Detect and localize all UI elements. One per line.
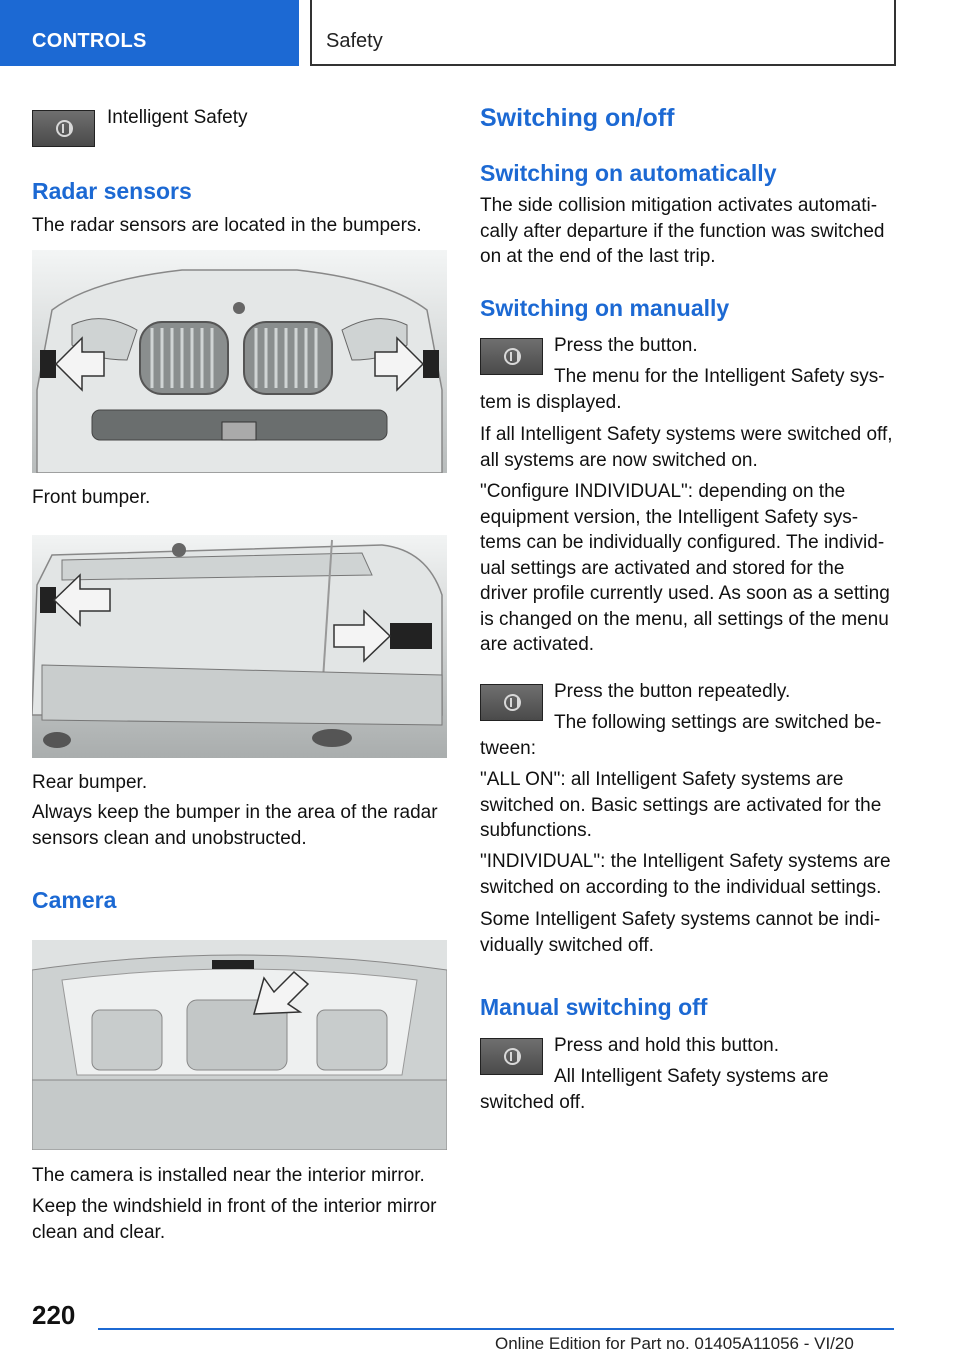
press-hold-text: Press and hold this button.: [554, 1035, 779, 1056]
camera-image: [32, 940, 447, 1150]
page-number: 220: [32, 1300, 76, 1330]
chapter-title: Safety: [326, 30, 383, 52]
camera-text-2: Keep the windshield in front of the interior mirror clean and clear.: [32, 1196, 437, 1243]
header-divider: [310, 0, 312, 66]
rear-bumper-image: [32, 535, 447, 758]
icon-caption: Intelligent Safety: [107, 107, 248, 128]
section-title: CONTROLS: [32, 30, 147, 52]
header-divider-right: [894, 0, 896, 66]
camera-text-1: The camera is installed near the interior mirror.: [32, 1165, 425, 1186]
intelligent-safety-button-icon: [32, 110, 95, 147]
header-underline: [310, 64, 896, 66]
auto-text: The side collision mitigation activates automati-cally after departure if the function was switched on at the end of the last trip.: [480, 195, 885, 267]
all-switched-off-text: All Intelligent Safety systems are switched off.: [480, 1066, 829, 1113]
radar-sensors-heading: Radar sensors: [32, 178, 192, 204]
radar-sensors-text: The radar sensors are located in the bumpers.: [32, 215, 422, 236]
front-bumper-image: [32, 250, 447, 473]
edition-text: Online Edition for Part no. 01405A11056 - VI/20: [495, 1334, 854, 1353]
press-button-text: Press the button.: [554, 335, 698, 356]
switching-heading: Switching on/off: [480, 104, 675, 132]
press-repeatedly-text: Press the button repeatedly.: [554, 681, 791, 702]
section-tab: [0, 0, 299, 66]
camera-heading: Camera: [32, 887, 117, 913]
footer-rule: [98, 1328, 894, 1330]
individual-text: "INDIVIDUAL": the Intelligent Safety systems are switched on according to the individual settings.: [480, 851, 891, 898]
configure-text: "Configure INDIVIDUAL": depending on the equipment version, the Intelligent Safety sys-tems can be individually configured. The individ-ual settings are activated and stored for the driver profile currently used. As soon as a setting is changed on the menu, all settings of the menu are activated.: [480, 481, 890, 655]
radar-note: Always keep the bumper in the area of the radar sensors clean and unobstructed.: [32, 802, 438, 849]
front-bumper-caption: Front bumper.: [32, 487, 151, 508]
rear-bumper-caption: Rear bumper.: [32, 772, 148, 793]
manual-heading: Switching on manually: [480, 295, 730, 321]
cannot-text: Some Intelligent Safety systems cannot be indi-vidually switched off.: [480, 909, 881, 956]
following-text: The following settings are switched be-tween:: [480, 712, 882, 759]
auto-heading: Switching on automatically: [480, 160, 777, 186]
manual-off-heading: Manual switching off: [480, 994, 708, 1020]
all-off-text: If all Intelligent Safety systems were switched off, all systems are now switched on.: [480, 424, 893, 471]
all-on-text: "ALL ON": all Intelligent Safety systems are switched on. Basic settings are activated for the subfunctions.: [480, 769, 882, 841]
menu-text: The menu for the Intelligent Safety sys-tem is displayed.: [480, 366, 885, 413]
